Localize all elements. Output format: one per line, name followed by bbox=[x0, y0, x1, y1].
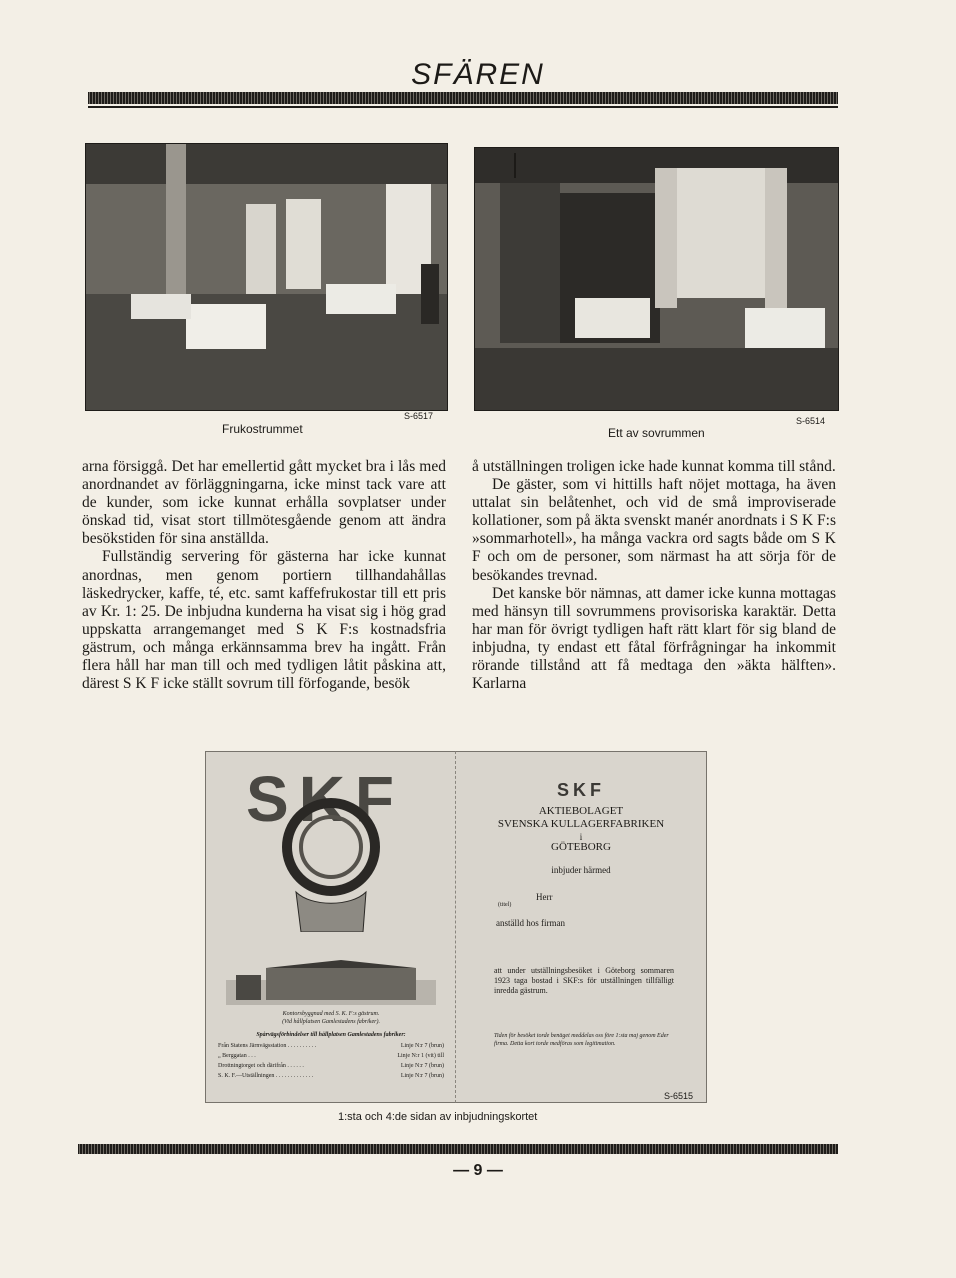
text-column-right bbox=[472, 458, 836, 693]
caption-left-photo: Frukostrummet bbox=[222, 422, 303, 436]
direction-line: Linje N:r 1 (vit) till bbox=[397, 1053, 444, 1059]
company-line-1: AKTIEBOLAGET bbox=[538, 805, 624, 817]
code-invitation-card: S-6515 bbox=[664, 1091, 694, 1101]
direction-from: Drottningtorget och därifrån . . . . . . bbox=[218, 1063, 304, 1069]
invitation-body: att under utställningsbesöket i Göteborg sommaren 1923 taga bostad i SKF:s för utställningen tillfälligt inredda gästrum. bbox=[494, 966, 674, 995]
directions-row bbox=[218, 1062, 444, 1070]
left-paragraph-2: Fullständig servering för gästerna har icke kunnat anordnas, men genom portiern tillhandahållas läskedrycker, kaffe, té, etc. samt kaffefrukostar till ett pris av Kr. 1: 25. De inbjudna kunderna ha visat sig i hög grad uppskatta arrangemanget med S K F:s kostnadsfria gästrum, och många erkännsamma brev ha ingått. Från flera håll har man till och med tydligen låtit påskina att, därest S K F icke ställt sovrum till förfogande, besök bbox=[82, 548, 446, 693]
masthead-rule bbox=[88, 92, 838, 104]
direction-line: Linje N:r 7 (brun) bbox=[400, 1073, 444, 1079]
directions-row bbox=[218, 1052, 444, 1060]
text-column-left bbox=[82, 458, 446, 693]
company-line-2: SVENSKA KULLAGERFABRIKEN bbox=[497, 818, 665, 830]
titel-label: (titel) bbox=[498, 902, 512, 908]
code-left-photo: S-6517 bbox=[404, 411, 434, 421]
caption-invitation-card: 1:sta och 4:de sidan av inbjudningskortet bbox=[338, 1111, 538, 1123]
page-number: — 9 — bbox=[453, 1162, 503, 1179]
invitation-note: Tiden för besöket torde benäget meddelas oss före 1:sta maj genom Eder firma. Detta kort torde medföras som legitimation. bbox=[494, 1033, 669, 1047]
direction-line: Linje N:r 7 (brun) bbox=[400, 1063, 444, 1069]
skf-logo-front: SKF bbox=[246, 763, 404, 835]
right-paragraph-2: De gäster, som vi hittills haft nöjet mottaga, ha även uttalat sin belåtenhet, och vid de små improviserade kollationer, som på äkta svenskt manér anordnats i S K F:s »sommarhotell», ha många vackra ord sagts både om S K F och om de personer, som närmast ha att sörja för de besökandes trevnad. bbox=[472, 476, 837, 584]
building-sub-caption: (Vid hållplatsen Gamlestadens fabriker). bbox=[282, 1019, 380, 1025]
invitation-card-front bbox=[205, 751, 457, 1103]
photo-breakfast-room bbox=[85, 143, 448, 411]
masthead-rule-thin bbox=[88, 106, 838, 108]
footer-rule bbox=[78, 1144, 838, 1154]
invites-line: inbjuder härmed bbox=[551, 865, 611, 875]
company-line-4: GÖTEBORG bbox=[551, 841, 611, 853]
directions-row bbox=[218, 1042, 444, 1050]
bearing-in-hand-icon bbox=[271, 792, 391, 932]
employed-line: anställd hos firman bbox=[496, 918, 565, 928]
building-caption: Kontorsbyggnad med S. K. F:s gästrum. bbox=[282, 1011, 380, 1017]
direction-from: „ Berggatan . . . bbox=[218, 1053, 256, 1059]
direction-line: Linje N:r 7 (brun) bbox=[400, 1043, 444, 1049]
invitation-card-back bbox=[455, 751, 707, 1103]
direction-from: S. K. F.—Utställningen . . . . . . . . . . . . . bbox=[218, 1073, 314, 1079]
breakfast-room-illustration bbox=[86, 144, 447, 410]
left-paragraph-1: arna försiggå. Det har emellertid gått mycket bra i lås med anordnandet av förläggningarna, icke minst tack vare att de kunder, som icke kunnat erhålla sovplatser under önskad tid, visat stort tillmötesgående genom att ändra besökstiden för sina anställda. bbox=[82, 458, 446, 548]
masthead-title: SFÄREN bbox=[411, 58, 545, 91]
directions-row bbox=[218, 1072, 444, 1080]
herr-label: Herr bbox=[536, 892, 553, 902]
right-paragraph-1: å utställningen troligen icke hade kunnat komma till stånd. bbox=[472, 458, 836, 475]
photo-bedroom bbox=[474, 147, 839, 411]
code-right-photo: S-6514 bbox=[796, 416, 826, 426]
directions-title: Spårvägsförbindelser till hållplatsen Gamlestadens fabriker: bbox=[256, 1032, 406, 1038]
bedroom-illustration bbox=[475, 148, 838, 410]
office-building-illustration bbox=[226, 960, 436, 1005]
skf-logo-back: SKF bbox=[557, 780, 605, 800]
direction-from: Från Statens Järnvägsstation . . . . . . . . . . bbox=[218, 1043, 317, 1049]
right-paragraph-3: Det kanske bör nämnas, att damer icke kunna mottagas med hänsyn till sovrummens provisoriska karaktär. Detta har man för övrigt tydligen haft rätt klart för sig bland de inbjudna, ty endast ett fåtal förfrågningar ha inkommit rörande tillstånd att få medtaga den »äkta hälften». Karlarna bbox=[472, 584, 836, 693]
caption-right-photo: Ett av sovrummen bbox=[608, 426, 705, 440]
company-line-3: i bbox=[579, 832, 583, 842]
